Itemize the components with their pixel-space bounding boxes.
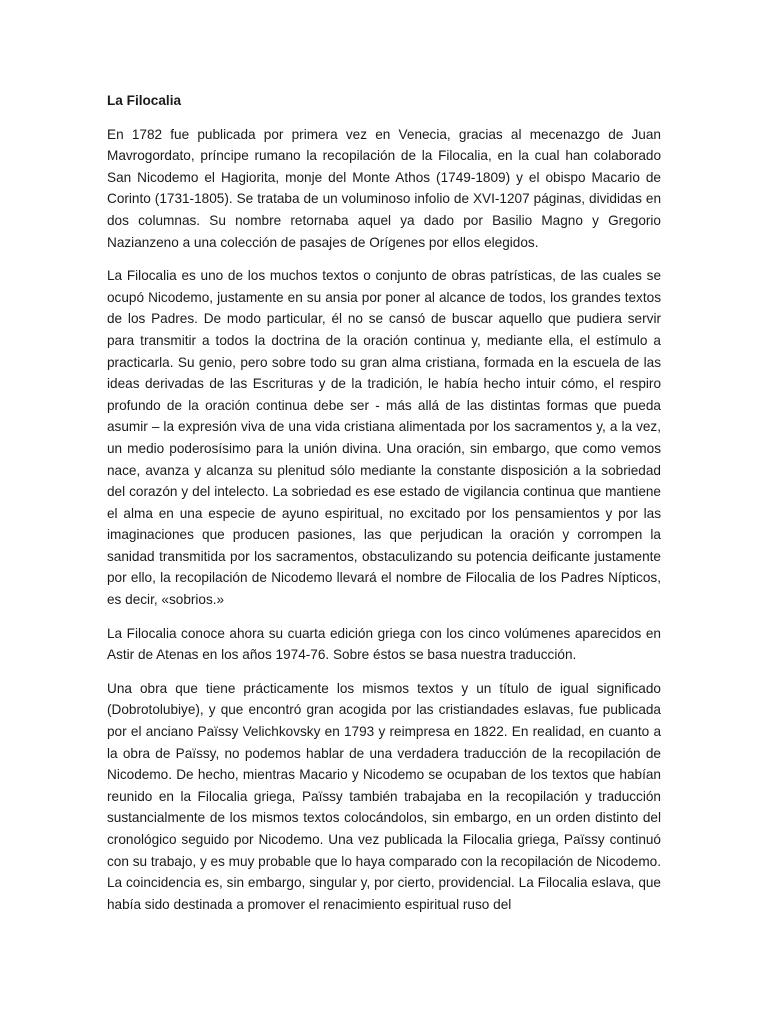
document-title: La Filocalia xyxy=(107,93,182,108)
paragraph-2: La Filocalia es uno de los muchos textos o conjunto de obras patrísticas, de las cuales se ocupó Nicodemo, justamente en su ansia por poner al alcance de todos, los grandes textos de los Padres. De modo particular, él no se cansó de buscar aquello que pudiera servir para transmitir a todos la doctrina de la oración continua y, mediante ella, el estímulo a practicarla. Su genio, pero sobre todo su gran alma cristiana, formada en la escuela de las ideas derivadas de las Escrituras y de la tradición, le había hecho intuir cómo, el respiro profundo de la oración continua debe ser - más allá de las distintas formas que pueda asumir – la expresión viva de una vida cristiana alimentada por los sacramentos y, a la vez, un medio poderosísimo para la unión divina. Una oración, sin embargo, que como vemos nace, avanza y alcanza su plenitud sólo mediante la constante disposición a la sobriedad del corazón y del intelecto. La sobriedad es ese estado de vigilancia continua que mantiene el alma en una especie de ayuno espiritual, no excitado por los pensamientos y por las imaginaciones que producen pasiones, las que perjudican la oración y corrompen la sanidad transmitida por los sacramentos, obstaculizando su potencia deificante justamente por ello, la recopilación de Nicodemo llevará el nombre de Filocalia de los Padres Nípticos, es decir, «sobrios.» xyxy=(107,268,661,608)
paragraph-4: Una obra que tiene prácticamente los mismos textos y un título de igual significado (Dobrotolubiye), y que encontró gran acogida por las cristiandades eslavas, fue publicada por el anciano Païssy Velichkovsky en 1793 y reimpresa en 1822. En realidad, en cuanto a la obra de Païssy, no podemos hablar de una verdadera traducción de la recopilación de Nicodemo. De hecho, mientras Macario y Nicodemo se ocupaban de los textos que habían reunido en la Filocalia griega, Païssy también trabajaba en la recopilación y traducción sustancialmente de los mismos textos colocándolos, sin embargo, en un orden distinto del cronológico seguido por Nicodemo. Una vez publicada la Filocalia griega, Païssy continuó con su trabajo, y es muy probable que lo haya comparado con la recopilación de Nicodemo. La coincidencia es, sin embargo, singular y, por cierto, providencial. La Filocalia eslava, que había sido destinada a promover el renacimiento espiritual ruso del xyxy=(107,680,661,912)
document-page xyxy=(107,90,661,927)
paragraph-1: En 1782 fue publicada por primera vez en Venecia, gracias al mecenazgo de Juan Mavrogordato, príncipe rumano la recopilación de la Filocalia, en la cual han colaborado San Nicodemo el Hagiorita, monje del Monte Athos (1749-1809) y el obispo Macario de Corinto (1731-1805). Se trataba de un voluminoso infolio de XVI-1207 páginas, divididas en dos columnas. Su nombre retornaba aquel ya dado por Basilio Magno y Gregorio Nazianzeno a una colección de pasajes de Orígenes por ellos elegidos. xyxy=(107,126,661,250)
paragraph-3: La Filocalia conoce ahora su cuarta edición griega con los cinco volúmenes aparecidos en Astir de Atenas en los años 1974-76. Sobre éstos se basa nuestra traducción. xyxy=(107,625,661,663)
